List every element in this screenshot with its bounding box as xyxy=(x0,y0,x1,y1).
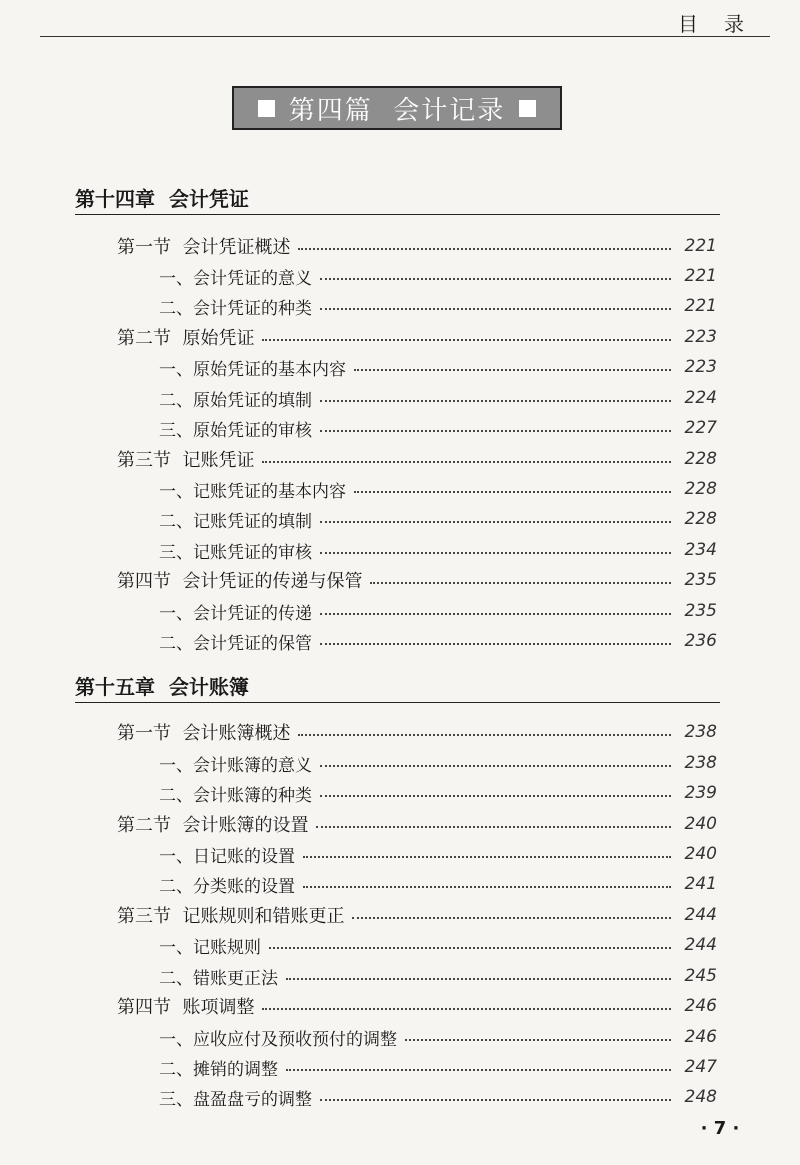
subsection-label: 二、会计账簿的种类 xyxy=(159,785,312,806)
dot-leader xyxy=(316,826,671,828)
subsection-label: 一、会计账簿的意义 xyxy=(159,755,312,776)
toc-subsection[interactable] xyxy=(159,536,717,564)
page-number: 245 xyxy=(684,966,717,986)
part-title: 第四篇 会计记录 xyxy=(288,95,506,126)
subsection-label: 一、原始凭证的基本内容 xyxy=(159,359,346,380)
subsection-label: 一、会计凭证的意义 xyxy=(159,268,312,289)
page-number: 235 xyxy=(684,570,717,590)
section-label: 第三节 记账规则和错账更正 xyxy=(117,906,345,927)
page-number: 223 xyxy=(684,357,717,377)
page-number: 228 xyxy=(684,449,717,469)
toc-section[interactable] xyxy=(117,901,717,929)
toc-subsection[interactable] xyxy=(159,749,717,777)
dot-leader xyxy=(320,400,671,402)
toc-section[interactable] xyxy=(117,445,717,473)
dot-leader xyxy=(370,582,671,584)
dot-leader xyxy=(298,734,671,736)
toc-subsection[interactable] xyxy=(159,931,717,959)
dot-leader xyxy=(354,369,671,371)
subsection-label: 一、应收应付及预收预付的调整 xyxy=(159,1029,397,1050)
dot-leader xyxy=(354,491,671,493)
dot-leader xyxy=(262,339,671,341)
dot-leader xyxy=(286,1069,671,1071)
dot-leader xyxy=(320,643,671,645)
subsection-label: 一、记账规则 xyxy=(159,937,261,958)
dot-leader xyxy=(405,1039,671,1041)
chapter-title: 第十四章 会计凭证 xyxy=(75,184,720,215)
toc-subsection[interactable] xyxy=(159,262,717,290)
page-number: 238 xyxy=(684,753,717,773)
dot-leader xyxy=(320,278,671,280)
toc-subsection[interactable] xyxy=(159,475,717,503)
toc-subsection[interactable] xyxy=(159,840,717,868)
page-number: 244 xyxy=(684,905,717,925)
page-number: 234 xyxy=(684,540,717,560)
toc-section[interactable] xyxy=(117,718,717,746)
toc-subsection[interactable] xyxy=(159,1083,717,1111)
toc-subsection[interactable] xyxy=(159,779,717,807)
toc-subsection[interactable] xyxy=(159,505,717,533)
subsection-label: 一、日记账的设置 xyxy=(159,846,295,867)
toc-subsection[interactable] xyxy=(159,870,717,898)
page-number: 241 xyxy=(684,874,717,894)
toc-subsection[interactable] xyxy=(159,1053,717,1081)
dot-leader xyxy=(269,947,671,949)
page-number: 221 xyxy=(684,296,717,316)
dot-leader xyxy=(352,917,671,919)
page-number: 227 xyxy=(684,418,717,438)
dot-leader xyxy=(320,552,671,554)
chapter-title: 第十五章 会计账簿 xyxy=(75,672,720,703)
dot-leader xyxy=(320,430,671,432)
page-number: 221 xyxy=(684,236,717,256)
page-folio: · 7 · xyxy=(700,1118,740,1139)
dot-leader xyxy=(262,1008,671,1010)
page-number: 240 xyxy=(684,844,717,864)
toc-subsection[interactable] xyxy=(159,597,717,625)
page-number: 236 xyxy=(684,631,717,651)
toc-section[interactable] xyxy=(117,232,717,260)
page-number: 246 xyxy=(684,1027,717,1047)
subsection-label: 二、会计凭证的保管 xyxy=(159,633,312,654)
page-number: 248 xyxy=(684,1087,717,1107)
section-label: 第四节 账项调整 xyxy=(117,997,255,1018)
dot-leader xyxy=(303,886,671,888)
toc-section[interactable] xyxy=(117,992,717,1020)
dot-leader xyxy=(320,765,671,767)
page-number: 224 xyxy=(684,388,717,408)
subsection-label: 二、分类账的设置 xyxy=(159,876,295,897)
toc-section[interactable] xyxy=(117,810,717,838)
page-number: 240 xyxy=(684,814,717,834)
dot-leader xyxy=(320,613,671,615)
dot-leader xyxy=(298,248,671,250)
toc-subsection[interactable] xyxy=(159,627,717,655)
dot-leader xyxy=(262,461,671,463)
subsection-label: 二、记账凭证的填制 xyxy=(159,511,312,532)
subsection-label: 三、记账凭证的审核 xyxy=(159,542,312,563)
page-number: 228 xyxy=(684,479,717,499)
page-number: 247 xyxy=(684,1057,717,1077)
square-bullet-icon xyxy=(258,100,275,117)
page-number: 221 xyxy=(684,266,717,286)
subsection-label: 一、会计凭证的传递 xyxy=(159,603,312,624)
dot-leader xyxy=(320,521,671,523)
square-bullet-icon xyxy=(519,100,536,117)
section-label: 第二节 原始凭证 xyxy=(117,328,255,349)
section-label: 第二节 会计账簿的设置 xyxy=(117,815,309,836)
subsection-label: 三、盘盈盘亏的调整 xyxy=(159,1089,312,1110)
toc-section[interactable] xyxy=(117,566,717,594)
page-number: 239 xyxy=(684,783,717,803)
section-label: 第一节 会计凭证概述 xyxy=(117,237,291,258)
toc-section[interactable] xyxy=(117,323,717,351)
page-number: 228 xyxy=(684,509,717,529)
toc-subsection[interactable] xyxy=(159,384,717,412)
dot-leader xyxy=(320,1099,671,1101)
subsection-label: 一、记账凭证的基本内容 xyxy=(159,481,346,502)
subsection-label: 二、原始凭证的填制 xyxy=(159,390,312,411)
subsection-label: 二、错账更正法 xyxy=(159,968,278,989)
dot-leader xyxy=(320,308,671,310)
subsection-label: 三、原始凭证的审核 xyxy=(159,420,312,441)
page-number: 223 xyxy=(684,327,717,347)
page-number: 238 xyxy=(684,722,717,742)
toc-subsection[interactable] xyxy=(159,1023,717,1051)
toc-subsection[interactable] xyxy=(159,414,717,442)
page-number: 235 xyxy=(684,601,717,621)
running-head: 目录 xyxy=(678,12,770,36)
toc-subsection[interactable] xyxy=(159,962,717,990)
toc-subsection[interactable] xyxy=(159,353,717,381)
subsection-label: 二、会计凭证的种类 xyxy=(159,298,312,319)
dot-leader xyxy=(320,795,671,797)
dot-leader xyxy=(286,978,671,980)
header-rule xyxy=(40,36,770,37)
page-number: 246 xyxy=(684,996,717,1016)
subsection-label: 二、摊销的调整 xyxy=(159,1059,278,1080)
part-title-banner xyxy=(232,86,562,130)
section-label: 第四节 会计凭证的传递与保管 xyxy=(117,571,363,592)
section-label: 第一节 会计账簿概述 xyxy=(117,723,291,744)
dot-leader xyxy=(303,856,671,858)
section-label: 第三节 记账凭证 xyxy=(117,450,255,471)
page-number: 244 xyxy=(684,935,717,955)
toc-subsection[interactable] xyxy=(159,292,717,320)
